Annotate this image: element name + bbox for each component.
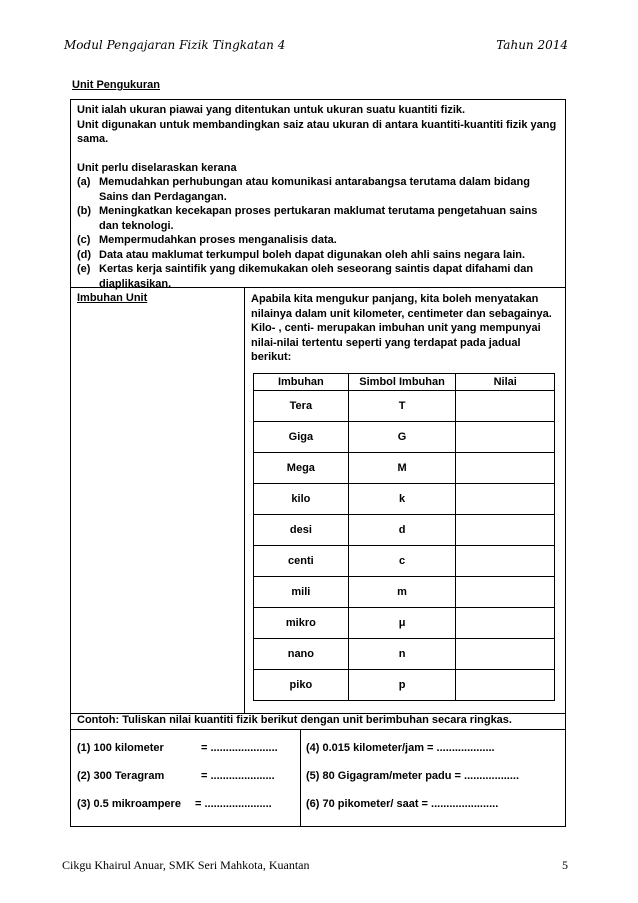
prefix-name: desi (254, 515, 349, 546)
intro-line: Unit ialah ukuran piawai yang ditentukan untuk ukuran suatu kuantiti fizik. (77, 104, 466, 116)
table-row (254, 515, 555, 546)
reason-item (77, 204, 559, 233)
reason-key: (a) (77, 176, 91, 188)
examples-divider (300, 730, 301, 826)
reason-text: Data atau maklumat terkumpul boleh dapat digunakan oleh ahli sains negara lain. (99, 248, 526, 261)
prefix-value-blank[interactable] (456, 391, 555, 422)
prefix-value-blank[interactable] (456, 422, 555, 453)
table-row (254, 422, 555, 453)
reason-item (77, 233, 559, 248)
prefix-section (71, 288, 565, 714)
intro-line: Unit digunakan untuk membandingkan saiz atau ukuran di antara kuantiti-kuantiti fizik yang sama. (77, 118, 557, 145)
prefix-name: nano (254, 639, 349, 670)
prefix-symbol: μ (348, 608, 456, 639)
prefix-name: mili (254, 577, 349, 608)
prefix-description: Apabila kita mengukur panjang, kita boleh menyatakan nilainya dalam unit kilometer, centimeter dan sebagainya. Kilo- , centi- merupakan imbuhan unit yang mempunyai nilai-nilai tertentu seperti yang terdapat pada jadual berikut: (251, 293, 552, 363)
prefix-table (253, 373, 555, 701)
example-item[interactable]: (5) 80 Gigagram/meter padu = .................. (306, 770, 520, 782)
reason-key: (b) (77, 205, 92, 217)
header-module-title: Modul Pengajaran Fizik Tingkatan 4 (64, 38, 286, 52)
table-row (254, 391, 555, 422)
example-item[interactable]: (4) 0.015 kilometer/jam = ................... (306, 742, 495, 754)
prefix-symbol: n (348, 639, 456, 670)
header-year: Tahun 2014 (496, 38, 568, 52)
prefix-value-blank[interactable] (456, 639, 555, 670)
table-row (254, 484, 555, 515)
prefix-value-blank[interactable] (456, 453, 555, 484)
example-label: (2) 300 Teragram (77, 770, 165, 782)
prefix-value-blank[interactable] (456, 577, 555, 608)
reason-text: Kertas kerja saintifik yang dikemukakan oleh seseorang saintis dapat difahami dan diaplikasikan. (99, 263, 534, 290)
prefix-symbol: T (348, 391, 456, 422)
reason-item (77, 175, 559, 204)
section-title: Unit Pengukuran (72, 79, 161, 91)
reason-text: Meningkatkan kecekapan proses pertukaran maklumat terutama pengetahuan sains dan teknologi. (99, 205, 538, 232)
prefix-name: Giga (254, 422, 349, 453)
prefix-label: Imbuhan Unit (77, 292, 148, 304)
reason-text: Mempermudahkan proses menganalisis data. (99, 234, 337, 246)
prefix-symbol: G (348, 422, 456, 453)
example-item[interactable]: (6) 70 pikometer/ saat = ...................... (306, 798, 499, 810)
header-imbuhan: Imbuhan (254, 374, 349, 391)
prefix-name: centi (254, 546, 349, 577)
prefix-name: kilo (254, 484, 349, 515)
prefix-value-blank[interactable] (456, 515, 555, 546)
table-row (254, 670, 555, 701)
reason-item (77, 248, 559, 263)
prefix-symbol: p (348, 670, 456, 701)
prefix-name: Tera (254, 391, 349, 422)
reason-item (77, 262, 559, 291)
page-number: 5 (562, 858, 568, 872)
content-frame (70, 99, 566, 827)
table-row (254, 453, 555, 484)
examples-box (71, 730, 565, 826)
prefix-name: piko (254, 670, 349, 701)
footer-author: Cikgu Khairul Anuar, SMK Seri Mahkota, Kuantan (62, 858, 310, 872)
prefix-table-header-row (254, 374, 555, 391)
reason-text: Memudahkan perhubungan atau komunikasi antarabangsa terutama dalam bidang Sains dan Perdagangan. (99, 176, 530, 203)
table-row (254, 577, 555, 608)
prefix-value-blank[interactable] (456, 546, 555, 577)
page-header (64, 38, 568, 58)
table-row (254, 608, 555, 639)
header-simbol: Simbol Imbuhan (348, 374, 456, 391)
prefix-value-blank[interactable] (456, 608, 555, 639)
reason-key: (c) (77, 234, 91, 246)
prefix-symbol: k (348, 484, 456, 515)
prefix-symbol: m (348, 577, 456, 608)
reason-key: (d) (77, 248, 92, 261)
table-row (254, 546, 555, 577)
header-nilai: Nilai (456, 374, 555, 391)
prefix-name: mikro (254, 608, 349, 639)
example-blank[interactable]: = ...................... (195, 798, 272, 810)
prefix-name: Mega (254, 453, 349, 484)
example-blank[interactable]: = ...................... (201, 742, 278, 754)
intro-box (71, 100, 565, 288)
prefix-symbol: c (348, 546, 456, 577)
prefix-symbol: M (348, 453, 456, 484)
table-row (254, 639, 555, 670)
example-blank[interactable]: = ..................... (201, 770, 275, 782)
reason-key: (e) (77, 263, 91, 275)
reason-heading: Unit perlu diselaraskan kerana (77, 161, 237, 174)
prefix-symbol: d (348, 515, 456, 546)
prefix-label-cell (71, 288, 245, 713)
prefix-value-blank[interactable] (456, 670, 555, 701)
prefix-value-blank[interactable] (456, 484, 555, 515)
example-label: (3) 0.5 mikroampere (77, 798, 181, 810)
example-label: (1) 100 kilometer (77, 742, 164, 754)
example-heading: Contoh: Tuliskan nilai kuantiti fizik berikut dengan unit berimbuhan secara ringkas. (71, 713, 565, 730)
